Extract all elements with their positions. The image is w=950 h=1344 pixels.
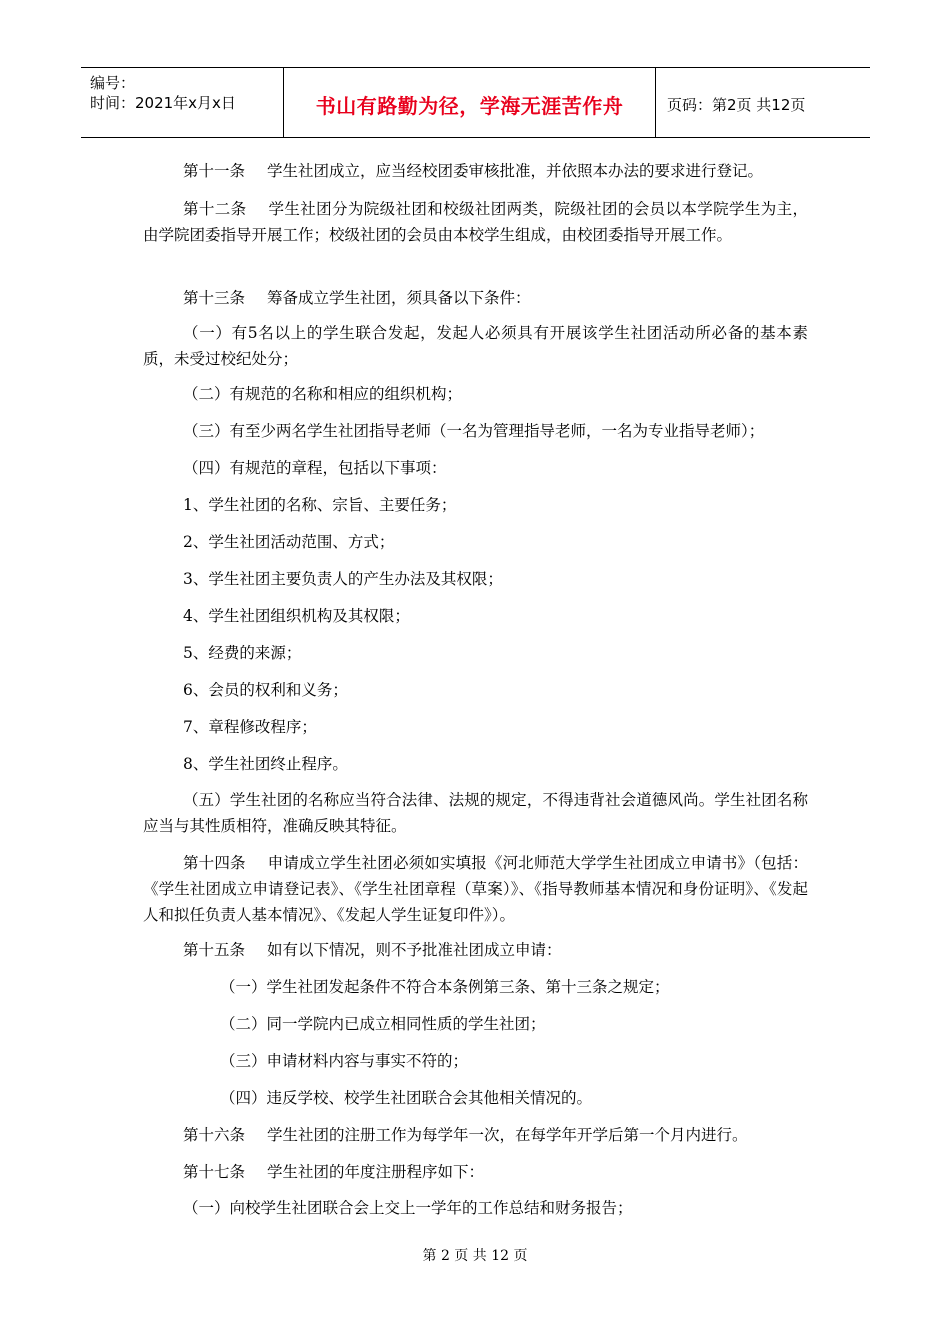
rejection-item: （一）学生社团发起条件不符合本条例第三条、第十三条之规定； [220, 978, 670, 996]
article-number: 第十二条 [183, 200, 247, 218]
article-number: 第十六条 [183, 1126, 246, 1144]
page-footer: 第 2 页 共 12 页 [422, 1248, 528, 1264]
charter-item: 7、章程修改程序； [183, 718, 317, 736]
article-17 [183, 1159, 823, 1185]
article-number: 第十一条 [183, 162, 246, 180]
rejection-item: （二）同一学院内已成立相同性质的学生社团； [220, 1015, 546, 1033]
article-11 [183, 158, 823, 184]
article-number: 第十五条 [183, 941, 246, 959]
condition-1: （一）有5名以上的学生联合发起，发起人必须具有开展该学生社团活动所必备的基本素质，未受过校纪处分； [143, 324, 808, 368]
charter-item: 2、学生社团活动范围、方式； [183, 533, 395, 551]
charter-item: 8、学生社团终止程序。 [183, 755, 348, 773]
article-text: 学生社团分为院级社团和校级社团两类，院级社团的会员以本学院学生为主，由学院团委指导开展工作；校级社团的会员由本校学生组成，由校团委指导开展工作。 [143, 200, 808, 244]
registration-item: （一）向校学生社团联合会上交上一学年的工作总结和财务报告； [183, 1199, 633, 1217]
charter-item: 1、学生社团的名称、宗旨、主要任务； [183, 496, 457, 514]
article-14 [143, 850, 808, 928]
article-12 [143, 196, 808, 248]
rejection-item: （四）违反学校、校学生社团联合会其他相关情况的。 [220, 1089, 593, 1107]
header-motto-cell [283, 68, 656, 137]
date-line: 时间：2021年x月x日 [90, 94, 236, 112]
page-info: 页码：第2页 共12页 [667, 96, 806, 114]
article-13 [183, 285, 823, 311]
rejection-item: （三）申请材料内容与事实不符的； [220, 1052, 469, 1070]
charter-item: 6、会员的权利和义务； [183, 681, 348, 699]
article-text: 学生社团成立，应当经校团委审核批准，并依照本办法的要求进行登记。 [267, 162, 764, 180]
article-text: 筹备成立学生社团，须具备以下条件： [267, 289, 531, 307]
document-header [81, 67, 870, 138]
article-text: 学生社团的注册工作为每学年一次，在每学年开学后第一个月内进行。 [267, 1126, 748, 1144]
article-number: 第十三条 [183, 289, 246, 307]
header-page-cell [655, 68, 870, 137]
condition-2: （二）有规范的名称和相应的组织机构； [183, 385, 463, 403]
motto: 书山有路勤为径，学海无涯苦作舟 [315, 94, 624, 118]
header-info-cell [81, 68, 282, 137]
charter-item: 3、学生社团主要负责人的产生办法及其权限； [183, 570, 503, 588]
article-text: 如有以下情况，则不予批准社团成立申请： [267, 941, 562, 959]
article-15 [183, 937, 823, 963]
article-text: 学生社团的年度注册程序如下： [267, 1163, 485, 1181]
article-16 [183, 1122, 833, 1148]
condition-3: （三）有至少两名学生社团指导老师（一名为管理指导老师，一名为专业指导老师）； [183, 422, 765, 440]
article-number: 第十四条 [183, 854, 246, 872]
code-label: 编号： [90, 74, 136, 92]
condition-5: （五）学生社团的名称应当符合法律、法规的规定，不得违背社会道德风尚。学生社团名称应当与其性质相符，准确反映其特征。 [143, 791, 808, 835]
charter-item: 4、学生社团组织机构及其权限； [183, 607, 410, 625]
article-text: 申请成立学生社团必须如实填报《河北师范大学学生社团成立申请书》（包括：《学生社团成立申请登记表》、《学生社团章程（草案）》、《指导教师基本情况和身份证明》、《发起人和拟任负责人基本情况》、《发起人学生证复印件》）。 [143, 854, 808, 924]
article-number: 第十七条 [183, 1163, 246, 1181]
condition-4: （四）有规范的章程，包括以下事项： [183, 459, 447, 477]
charter-item: 5、经费的来源； [183, 644, 302, 662]
